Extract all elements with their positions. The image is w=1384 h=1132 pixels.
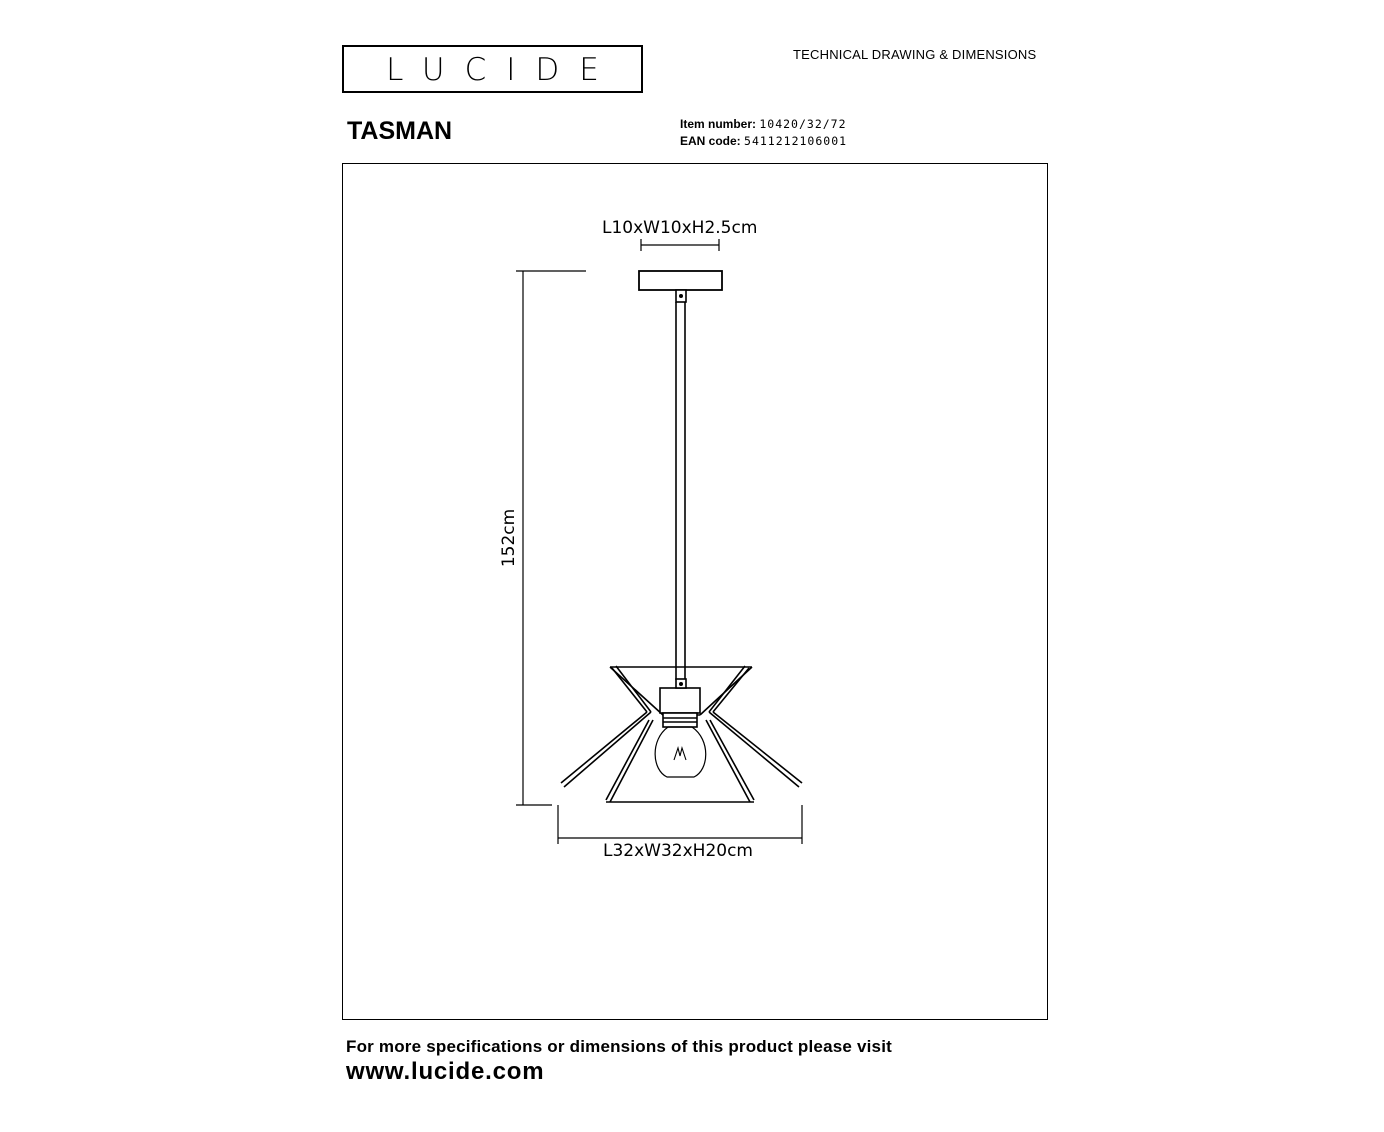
document-type: TECHNICAL DRAWING & DIMENSIONS xyxy=(793,47,1037,62)
footer-info-text: For more specifications or dimensions of this product please visit xyxy=(346,1037,892,1056)
canopy-dimension-label: L10xW10xH2.5cm xyxy=(602,218,758,238)
website-link[interactable]: www.lucide.com xyxy=(346,1058,545,1085)
ean-code-label: EAN code: xyxy=(680,134,741,148)
product-name: TASMAN xyxy=(347,117,453,145)
item-number-label: Item number: xyxy=(680,117,757,131)
height-dimension-label: 152cm xyxy=(499,508,520,568)
brand-logo-text: LUCIDE xyxy=(386,52,619,88)
ean-code-value: 5411212106001 xyxy=(744,134,848,148)
shade-dimension-label: L32xW32xH20cm xyxy=(603,841,753,861)
item-number-value: 10420/32/72 xyxy=(759,117,847,131)
